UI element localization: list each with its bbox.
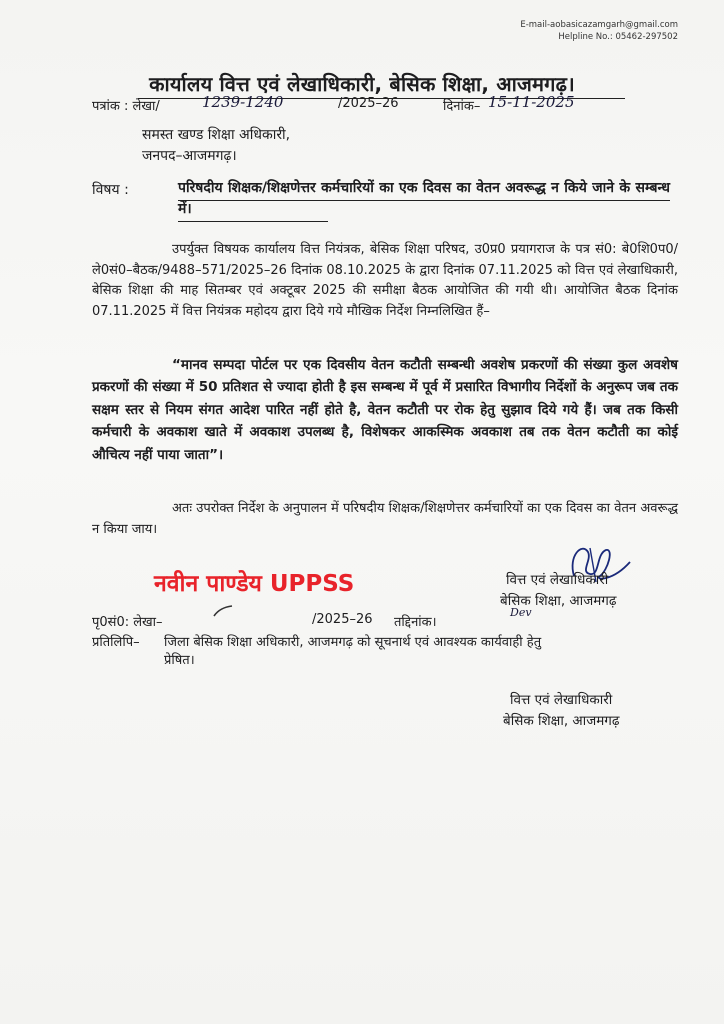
subject-label: विषय : <box>92 182 129 198</box>
date-handwritten: 15-11-2025 <box>488 93 575 111</box>
copy-label: प्रतिलिपि– <box>92 635 140 650</box>
contact-helpline: Helpline No.: 05462-297502 <box>558 32 678 42</box>
date-label: दिनांक– <box>443 99 481 114</box>
reference-label: पत्रांक : लेखा/ <box>92 99 160 114</box>
endorsement-handwritten-mark <box>212 604 234 618</box>
subject-underline-2 <box>178 221 328 222</box>
signature1-office: बेसिक शिक्षा, आजमगढ़ <box>500 593 617 609</box>
endorsement-label: पृ0सं0: लेखा– <box>92 615 163 630</box>
subject-underline-1 <box>178 200 670 201</box>
endorsement-year: /2025–26 <box>312 612 373 627</box>
subject-text: परिषदीय शिक्षक/शिक्षणेत्तर कर्मचारियों का एक दिवस का वेतन अवरूद्ध न किये जाने के सम्बन्ध में। <box>178 180 670 217</box>
body-paragraph-1: उपर्युक्त विषयक कार्यालय वित्त नियंत्रक, बेसिक शिक्षा परिषद, उ0प्र0 प्रयागराज के पत्र सं0: बे0शि0प0/ले0सं0–बैठक/9488–571/2025–26 दिनांक 08.10.2025 के द्वारा दिनांक 07.11.2025 को वित्त एवं लेखाधिकारी, बेसिक शिक्षा की माह सितम्बर एवं अक्टूबर 2025 की समीक्षा बैठक आयोजित की गयी थी। आयोजित बैठक दिनांक 07.11.2025 में वित्त नियंत्रक महोदय द्वारा दिये गये मौखिक निर्देश निम्नलिखित हैं– <box>92 242 678 319</box>
addressee-line2: जनपद–आजमगढ़। <box>142 148 237 164</box>
signature1-designation: वित्त एवं लेखाधिकारी <box>506 572 609 588</box>
body-quote: “मानव सम्पदा पोर्टल पर एक दिवसीय वेतन कटौती सम्बन्धी अवशेष प्रकरणों की संख्या कुल अवशेष प्रकरणों की संख्या में 50 प्रतिशत से ज्यादा होती है इस सम्बन्ध में पूर्व में प्रसारित विभागीय निर्देशों के अनुरूप जब तक सक्षम स्तर से नियम संगत आदेश पारित नहीं होते है, वेतन कटौती पर रोक हेतु सुझाव दिये गये हैं। जब तक किसी कर्मचारी के अवकाश खाते में अवकाश उपलब्ध है, विशेषकर आकस्मिक अवकाश तब तक वेतन कटौती का कोई औचित्य नहीं पाया जाता”। <box>92 357 678 463</box>
copy-text: जिला बेसिक शिक्षा अधिकारी, आजमगढ़ को सूचनार्थ एवं आवश्यक कार्यवाही हेतु <box>164 635 542 650</box>
reference-year: /2025–26 <box>338 96 399 111</box>
body-paragraph-2: अतः उपरोक्त निर्देश के अनुपालन में परिषदीय शिक्षक/शिक्षणेत्तर कर्मचारियों का एक दिवस का वेतन अवरूद्ध न किया जाय। <box>92 501 678 537</box>
endorsement-date: तद्दिनांक। <box>394 615 437 630</box>
addressee-line1: समस्त खण्ड शिक्षा अधिकारी, <box>142 127 291 143</box>
signature2-office: बेसिक शिक्षा, आजमगढ़ <box>503 713 620 729</box>
copy-text-2: प्रेषित। <box>164 653 195 668</box>
contact-email: E-mail-aobasicazamgarh@gmail.com <box>520 20 678 30</box>
office-heading: कार्यालय वित्त एवं लेखाधिकारी, बेसिक शिक्षा, आजमगढ़। <box>149 72 575 96</box>
watermark-text: नवीन पाण्डेय UPPSS <box>154 571 355 597</box>
signature2-designation: वित्त एवं लेखाधिकारी <box>510 692 613 708</box>
signature1-initials: Dev <box>510 606 532 619</box>
reference-number-handwritten: 1239-1240 <box>202 93 284 111</box>
